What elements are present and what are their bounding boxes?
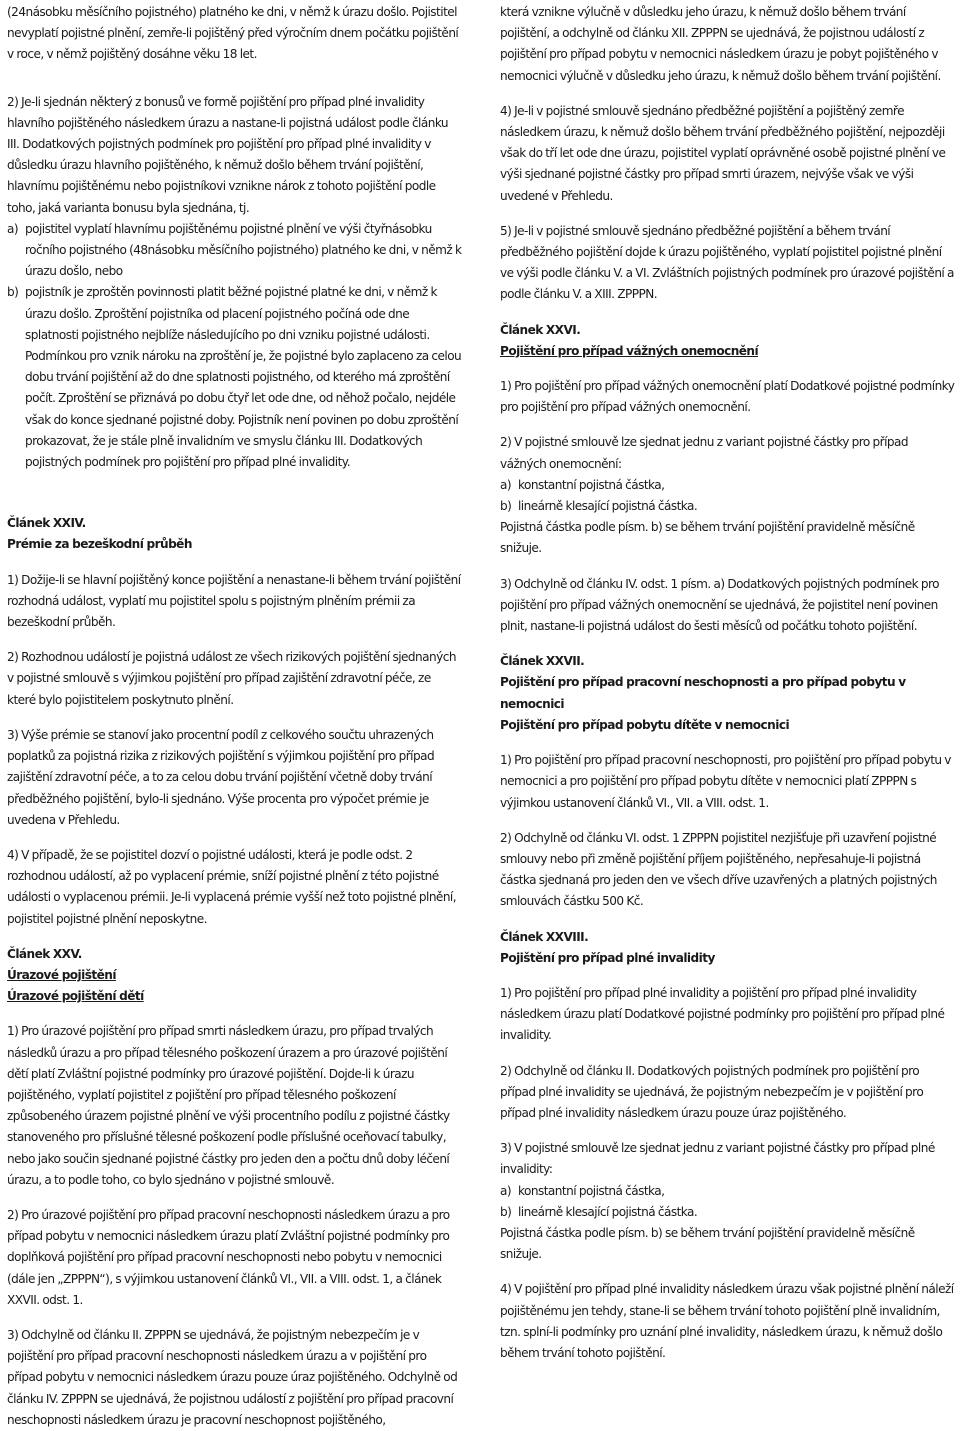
list-item-b bbox=[500, 1202, 955, 1223]
paragraph: 1) Dožije-li se hlavní pojištěný konce pojištění a nenastane-li během trvání pojištění rozhodná událost, vyplatí mu pojistitel spolu s pojistným plněním prémii za bezeškodní průběh. bbox=[7, 572, 461, 630]
paragraph: 3) V pojistné smlouvě lze sjednat jednu z variant pojistné částky pro případ plné invalidity: bbox=[500, 1141, 935, 1177]
article-title: Úrazové pojištění bbox=[7, 967, 116, 982]
list-label: a) bbox=[7, 221, 19, 236]
list-text: konstantní pojistná částka, bbox=[518, 477, 665, 492]
article-title: Pojištění pro případ pracovní neschopnosti a pro případ pobytu v nemocnici bbox=[500, 675, 906, 711]
article-number: Článek XXVIII. bbox=[500, 929, 589, 944]
list-text: pojistník je zproštěn povinnosti platit běžné pojistné platné ke dni, v němž k úrazu došlo. Zproštění pojistníka od placení pojistného počíná ode dne splatnosti pojistného nejblíže následujícího po dni vzniku pojistné události. Podmínkou pro vznik nároku na zproštění je, že pojistné bylo zaplaceno za celou dobu trvání pojištění až do dne splatnosti pojistného, od kterého má zproštění počít. Zproštění se přiznává po dobu čtyř let ode dne, od něhož počalo, nejdéle však do konce sjednané pojistné doby. Pojistník není povinen po dobu zproštění prokazovat, že je stále plně invalidním ve smyslu článku III. Dodatkových pojistných podmínek pro pojištění pro případ plné invalidity. bbox=[25, 285, 462, 470]
paragraph: 2) V pojistné smlouvě lze sjednat jednu z variant pojistné částky pro případ vážných onemocnění: bbox=[500, 435, 909, 471]
paragraph: 1) Pro pojištění pro případ pracovní neschopnosti, pro pojištění pro případ pobytu v nemocnici a pro pojištění pro případ pobytu dítěte v nemocnici platí ZPPPN s výjimkou ustanovení článků VI., VII. a VIII. odst. 1. bbox=[500, 753, 951, 810]
list-label: a) bbox=[500, 1183, 512, 1198]
paragraph: 1) Pro pojištění pro případ vážných onemocnění platí Dodatkové pojistné podmínky pro pojištění pro případ vážných onemocnění. bbox=[500, 379, 955, 415]
list-item-b bbox=[7, 282, 462, 473]
paragraph: 1) Pro úrazové pojištění pro případ smrti následkem úrazu, pro případ trvalých následků úrazu a pro případ tělesného poškození úrazem a pro úrazové pojištění dětí platí Zvláštní pojistné podmínky pro úrazové pojištění. Dojde-li k úrazu pojištěného, vyplatí pojistitel z pojištění pro případ tělesného poškození způsobeného úrazem pojistné plnění ve výši procentního podílu z pojistné částky stanoveného pro příslušné tělesné poškození podle příslušné oceňovací tabulky, nebo jako součin sjednané pojistné částky pro jeden den a počtu dnů doby léčení úrazu, a to podle toho, co bylo sjednáno v pojistné smlouvě. bbox=[7, 1024, 450, 1187]
article-subtitle: Úrazové pojištění dětí bbox=[7, 989, 144, 1004]
list-text: lineárně klesající pojistná částka. bbox=[518, 499, 698, 514]
paragraph: 4) V pojištění pro případ plné invalidity následkem úrazu však pojistné plnění náleží pojištěnému jen tehdy, stane-li se během trvání tohoto pojištění plně invalidním, tzn. splní-li podmínky pro uznání plné invalidity, následkem úrazu, k němuž došlo během trvání tohoto pojištění. bbox=[500, 1282, 954, 1360]
paragraph: 3) Výše prémie se stanoví jako procentní podíl z celkového součtu uhrazených poplatků za pojistná rizika z rizikových pojištění s výjimkou pojištění pro případ zajištění zdravotní péče, a to za celou dobu trvání pojištění včetně doby trvání předběžného pojištění, bylo-li sjednáno. Výše procenta pro výpočet prémie je uvedena v Přehledu. bbox=[7, 727, 435, 827]
article-title: Pojištění pro případ vážných onemocnění bbox=[500, 343, 759, 358]
list-item-a bbox=[7, 219, 462, 283]
right-column bbox=[500, 2, 955, 1364]
list-text: konstantní pojistná částka, bbox=[518, 1183, 665, 1198]
paragraph-continued: která vznikne výlučně v důsledku jeho úrazu, k němuž došlo během trvání pojištění, a odchylně od článku XII. ZPPPN se ujednává, že pojistnou událostí z pojištění pro případ pobytu v nemocnici následkem úrazu je pobyt pojištěného v nemocnici výlučně v důsledku jeho úrazu, k němuž došlo během trvání pojištění. bbox=[500, 5, 941, 83]
paragraph-note: Pojistná částka podle písm. b) se během trvání pojištění pravidelně měsíčně snižuje. bbox=[500, 1225, 915, 1262]
paragraph-note: Pojistná částka podle písm. b) se během trvání pojištění pravidelně měsíčně snižuje. bbox=[500, 520, 915, 556]
paragraph: 1) Pro pojištění pro případ plné invalidity a pojištění pro případ plné invalidity následkem úrazu platí Dodatkové pojistné podmínky pro pojištění pro případ plné invalidity. bbox=[500, 985, 945, 1043]
article-number: Článek XXV. bbox=[7, 946, 82, 961]
article-number: Článek XXIV. bbox=[7, 516, 86, 531]
list-label: b) bbox=[500, 499, 512, 514]
paragraph: 4) V případě, že se pojistitel dozví o pojistné události, která je podle odst. 2 rozhodnou událostí, až po vyplacení prémie, sníží pojistné plnění z této pojistné události o vyplacenou prémii. Je-li vyplacená prémie vyšší než toto pojistné plnění, pojistitel pojistné plnění neposkytne. bbox=[7, 847, 457, 926]
paragraph: 2) Odchylně od článku II. Dodatkových pojistných podmínek pro pojištění pro případ plné invalidity se ujednává, že pojistným nebezpečím je v pojištění pro případ plné invalidity následkem úrazu pouze úraz pojištěného. bbox=[500, 1063, 924, 1120]
article-title: Pojištění pro případ plné invalidity bbox=[500, 950, 715, 965]
list-label: a) bbox=[500, 477, 512, 492]
list-item-a bbox=[500, 475, 955, 496]
list-text: pojistitel vyplatí hlavnímu pojištěnému pojistné plnění ve výši čtyřnásobku ročního pojistného (48násobku měsíčního pojistného) platného ke dni, v němž k úrazu došlo, nebo bbox=[25, 221, 462, 279]
list-label: b) bbox=[500, 1204, 512, 1219]
list-item-a bbox=[500, 1181, 955, 1202]
paragraph-bonus-invalidity: 2) Je-li sjednán některý z bonusů ve formě pojištění pro případ plné invalidity hlavního pojištěného následkem úrazu a nastane-li pojistná událost podle článku III. Dodatkových pojistných podmínek pro pojištění pro případ plné invalidity v důsledku úrazu hlavního pojištěného, k němuž došlo během trvání pojištění, hlavnímu pojištěnému nebo pojistníkovi vznikne nárok z tohoto pojištění podle toho, jaká varianta bonusu byla sjednána, tj. bbox=[7, 94, 449, 215]
list-label: b) bbox=[7, 285, 19, 300]
article-title: Prémie za bezeškodní průběh bbox=[7, 537, 192, 552]
paragraph: 3) Odchylně od článku IV. odst. 1 písm. a) Dodatkových pojistných podmínek pro pojištění pro případ vážných onemocnění se ujednává, že pojistitel není povinen plnit, nastane-li pojistná událost do šesti měsíců od počátku tohoto pojištění. bbox=[500, 576, 940, 634]
paragraph: 5) Je-li v pojistné smlouvě sjednáno předběžné pojištění a během trvání předběžného pojištění dojde k úrazu pojištěného, vyplatí pojistitel pojistné plnění ve výši podle článku V. a VI. Zvláštních pojistných podmínek pro úrazové pojištění a podle článku V. a XIII. ZPPPN. bbox=[500, 223, 954, 302]
paragraph: 2) Odchylně od článku VI. odst. 1 ZPPPN pojistitel nezjišťuje při uzavření pojistné smlouvy nebo při změně pojištění příjem pojištěného, nepřesahuje-li pojistná částka sjednaná pro jeden den ve všech dříve uzavřených a platných pojistných smlouvách částku 500 Kč. bbox=[500, 830, 937, 909]
paragraph-intro: (24násobku měsíčního pojistného) platného ke dni, v němž k úrazu došlo. Pojistitel nevyplatí pojistné plnění, zemře-li pojištěný před výročním dnem počátku pojištění v roce, v němž pojištěný dosáhne věku 18 let. bbox=[7, 5, 459, 62]
list-text: lineárně klesající pojistná částka. bbox=[518, 1204, 698, 1219]
paragraph: 2) Pro úrazové pojištění pro případ pracovní neschopnosti následkem úrazu a pro případ pobytu v nemocnici následkem úrazu platí Zvláštní pojistné podmínky pro doplňková pojištění pro případ pracovní neschopnosti nebo pobytu v nemocnici (dále jen „ZPPPN“), s výjimkou ustanovení článků VI., VII. a VIII. odst. 1, a článek XXVII. odst. 1. bbox=[7, 1207, 450, 1307]
paragraph: 2) Rozhodnou událostí je pojistná událost ze všech rizikových pojištění sjednaných v pojistné smlouvě s výjimkou pojištění pro případ zajištění zdravotní péče, ze které bylo pojistitelem poskytnuto plnění. bbox=[7, 650, 456, 707]
paragraph: 4) Je-li v pojistné smlouvě sjednáno předběžné pojištění a pojištěný zemře následkem úrazu, k němuž došlo během trvání předběžného pojištění, nejpozději však do tří let ode dne úrazu, pojistitel vyplatí oprávněné osobě pojistné plnění ve výši sjednané pojistné částky pro případ smrti úrazem, nejvýše však ve výši uvedené v Přehledu. bbox=[500, 103, 946, 203]
article-number: Článek XXVI. bbox=[500, 322, 581, 337]
article-subtitle: Pojištění pro případ pobytu dítěte v nemocnici bbox=[500, 717, 790, 732]
left-column bbox=[7, 2, 462, 1431]
list-item-b bbox=[500, 496, 955, 517]
paragraph: 3) Odchylně od článku II. ZPPPN se ujednává, že pojistným nebezpečím je v pojištění pro případ pracovní neschopnosti následkem úrazu a v pojištění pro případ pobytu v nemocnici následkem úrazu pouze úraz pojištěného. Odchylně od článku IV. ZPPPN se ujednává, že pojistnou událostí z pojištění pro případ pracovní neschopnosti následkem úrazu je pracovní neschopnost pojištěného, bbox=[7, 1327, 458, 1427]
article-number: Článek XXVII. bbox=[500, 654, 585, 669]
